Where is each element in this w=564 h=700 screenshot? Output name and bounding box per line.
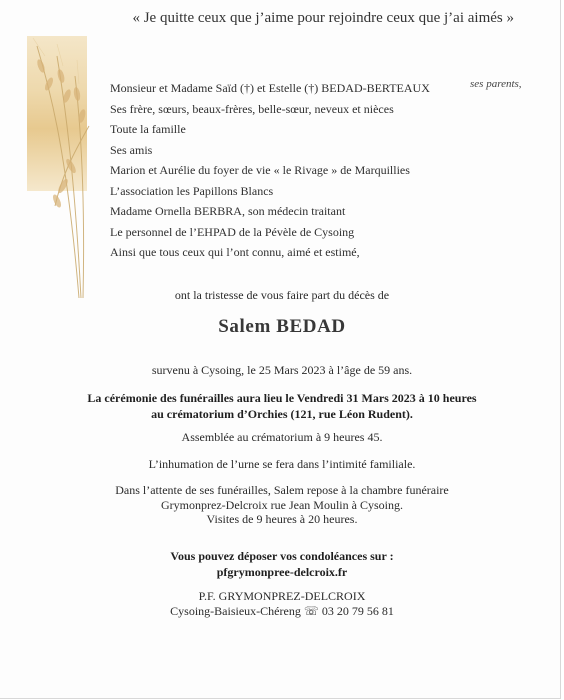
epigraph-quote: « Je quitte ceux que j’aime pour rejoindre ceux que j’ai aimés »: [132, 10, 514, 26]
mourner-row: Ses frère, sœurs, beaux-frères, belle-sœur, neveux et nièces: [110, 101, 394, 116]
ceremony-line: La cérémonie des funérailles aura lieu le Vendredi 31 Mars 2023 à 10 heures: [87, 391, 477, 405]
rest-line: Visites de 9 heures à 20 heures.: [206, 512, 358, 526]
mourners-list: [110, 78, 530, 263]
death-info: survenu à Cysoing, le 25 Mars 2023 à l’âge de 59 ans.: [151, 363, 413, 377]
wheat-illustration-icon: [27, 36, 97, 306]
condolences-website-link[interactable]: pfgrymonpree-delcroix.fr: [216, 565, 348, 579]
rest-line: Grymonprez-Delcroix rue Jean Moulin à Cysoing.: [161, 497, 403, 512]
announcement-intro: ont la tristesse de vous faire part du décès de: [174, 288, 390, 302]
gathering-info: Assemblée au crématorium à 9 heures 45.: [181, 430, 383, 444]
deceased-name: Salem BEDAD: [218, 316, 346, 337]
mourner-row: L’association les Papillons Blancs: [110, 183, 274, 198]
mourner-row: Ses amis: [110, 142, 153, 157]
ceremony-line: au crématorium d’Orchies (121, rue Léon Rudent).: [151, 407, 413, 421]
mourner-row: Le personnel de l’EHPAD de la Pévèle de Cysoing: [110, 224, 355, 239]
mourner-row: Toute la famille: [110, 122, 186, 136]
mourner-row: Madame Ornella BERBRA, son médecin traitant: [110, 204, 346, 218]
condolences-text: Vous pouvez déposer vos condoléances sur :: [170, 549, 394, 563]
parents-label: ses parents,: [470, 78, 522, 90]
ceremony-details: [0, 390, 564, 422]
resting-place-info: [0, 483, 564, 527]
funeral-home-name: P.F. GRYMONPREZ-DELCROIX: [198, 589, 366, 603]
funeral-home-block: [0, 589, 564, 619]
mourner-row: Marion et Aurélie du foyer de vie « le Rivage » de Marquillies: [110, 163, 410, 177]
inhumation-info: L’inhumation de l’urne se fera dans l’intimité familiale.: [148, 457, 416, 471]
mourner-row: Monsieur et Madame Saïd (†) et Estelle (†) BEDAD-BERTEAUX: [110, 81, 430, 95]
rest-line: Dans l’attente de ses funérailles, Salem repose à la chambre funéraire: [115, 483, 449, 497]
funeral-home-contact: Cysoing-Baisieux-Chéreng ☏ 03 20 79 56 81: [170, 604, 394, 618]
condolences-block: [0, 548, 564, 580]
mourner-row: Ainsi que tous ceux qui l’ont connu, aimé et estimé,: [110, 245, 360, 259]
